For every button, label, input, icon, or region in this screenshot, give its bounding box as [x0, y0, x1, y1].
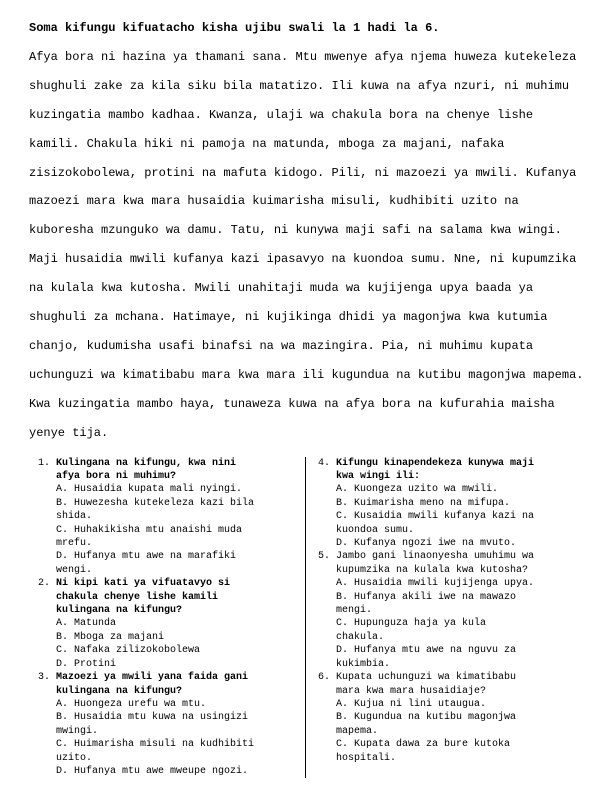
question-option: B. Kugundua na kutibu magonjwa mapema.	[336, 712, 517, 737]
question-option: B. Hufanya akili iwe na mawazo mengi.	[336, 591, 517, 617]
question-option: C. Nafaka zilizokobolewa	[56, 645, 201, 657]
passage-line: Kwa kuzingatia mambo haya, tunaweza kuwa na afya bora na kufurahia maisha	[29, 396, 555, 411]
question-stem: Kifungu kinapendekeza kunywa maji kwa wingi ili:	[336, 457, 535, 482]
passage-line: kamili. Chakula hiki ni pamoja na matunda, mboga za majani, nafaka	[29, 136, 505, 151]
question-option: A. Matunda	[56, 618, 117, 630]
passage-line: shughuli zake za kila siku bila matatizo. Ili kuwa na afya nzuri, ni muhimu	[29, 78, 570, 93]
question-6	[318, 671, 535, 765]
question-option: A. Kujua ni lini utaugua.	[336, 698, 487, 710]
question-option: C. Huimarisha misuli na kudhibiti uzito.	[56, 739, 255, 764]
passage-line: kuzingatia mambo kadhaa. Kwanza, ulaji wa chakula bora na chenye lishe	[29, 107, 534, 122]
question-number: 6.	[318, 672, 331, 684]
question-stem: Kupata uchunguzi wa kimatibabu mara kwa mara husaidiaje?	[336, 672, 517, 697]
question-option: A. Kuongeza uzito wa mwili.	[336, 484, 499, 496]
question-5	[318, 550, 535, 671]
question-1	[38, 457, 305, 578]
question-option: D. Protini	[56, 658, 117, 670]
question-option: B. Kuimarisha meno na mifupa.	[336, 497, 511, 509]
question-option: A. Husaidia mwili kujijenga upya.	[336, 578, 535, 590]
question-option: A. Huongeza urefu wa mtu.	[56, 698, 207, 710]
questions-column-right	[306, 457, 535, 779]
passage-line: kuboresha mzunguko wa damu. Tatu, ni kunywa maji safi na salama kwa wingi.	[29, 223, 562, 238]
question-stem: Ni kipi kati ya vifuatavyo si chakula chenye lishe kamili kulingana na kifungu?	[56, 578, 231, 617]
question-number: 3.	[38, 672, 51, 684]
questions-column-left	[38, 457, 305, 779]
question-option: B. Husaidia mtu kuwa na usingizi mwingi.	[56, 712, 249, 737]
question-option: A. Husaidia kupata mali nyingi.	[56, 484, 243, 496]
question-option: D. Hufanya mtu awe na nguvu za kukimbia.	[336, 645, 517, 670]
passage-line: Maji husaidia mwili kufanya kazi ipasavyo na kuondoa sumu. Nne, ni kupumzika	[29, 252, 577, 267]
reading-passage	[29, 43, 612, 448]
question-4	[318, 457, 535, 551]
question-option: C. Huhakikisha mtu anaishi muda mrefu.	[56, 524, 243, 550]
question-option: D. Hufanya mtu awe mweupe ngozi.	[56, 765, 249, 777]
question-option: D. Kufanya ngozi iwe na mvuto.	[336, 538, 517, 550]
passage-line: uchunguzi wa kimatibabu mara kwa mara ili kugundua na kutibu magonjwa mapema.	[29, 367, 584, 382]
question-stem: Jambo gani linaonyesha umuhimu wa kupumzika na kulala kwa kutosha?	[336, 551, 535, 576]
questions-section	[29, 457, 612, 779]
question-stem: Kulingana na kifungu, kwa nini afya bora ni muhimu?	[56, 457, 237, 482]
instruction-heading: Soma kifungu kifuatacho kisha ujibu swali la 1 hadi la 6.	[29, 21, 440, 35]
question-2	[38, 577, 305, 671]
passage-line: shughuli za mchana. Hatimaye, ni kujikinga dhidi ya magonjwa kwa kutumia	[29, 310, 548, 325]
question-option: C. Hupunguza haja ya kula chakula.	[336, 618, 487, 643]
question-option: B. Mboga za majani	[56, 631, 165, 643]
passage-line: zisizokobolewa, protini na mafuta kidogo. Pili, ni mazoezi ya mwili. Kufanya	[29, 165, 577, 180]
passage-line: na kulala kwa kutosha. Mwili unahitaji muda wa kujijenga upya baada ya	[29, 281, 534, 296]
question-option: C. Kusaidia mwili kufanya kazi na kuondoa sumu.	[336, 511, 535, 536]
question-stem: Mazoezi ya mwili yana faida gani kulingana na kifungu?	[56, 672, 249, 697]
passage-line: yenye tija.	[29, 425, 109, 440]
question-3	[38, 671, 305, 778]
passage-line: mazoezi mara kwa mara husaidia kuimarisha misuli, kudhibiti uzito na	[29, 194, 519, 209]
question-option: B. Huwezesha kutekeleza kazi bila shida.	[56, 497, 255, 523]
question-option: D. Hufanya mtu awe na marafiki wengi.	[56, 551, 237, 576]
question-option: C. Kupata dawa za bure kutoka hospitali.	[336, 739, 511, 764]
question-number: 1.	[38, 457, 51, 469]
question-number: 2.	[38, 578, 51, 590]
passage-line: Afya bora ni hazina ya thamani sana. Mtu mwenye afya njema huweza kutekeleza	[29, 49, 577, 64]
passage-line: chanjo, kudumisha usafi binafsi na wa mazingira. Pia, ni muhimu kupata	[29, 338, 534, 353]
question-number: 4.	[318, 457, 331, 469]
question-number: 5.	[318, 551, 331, 563]
